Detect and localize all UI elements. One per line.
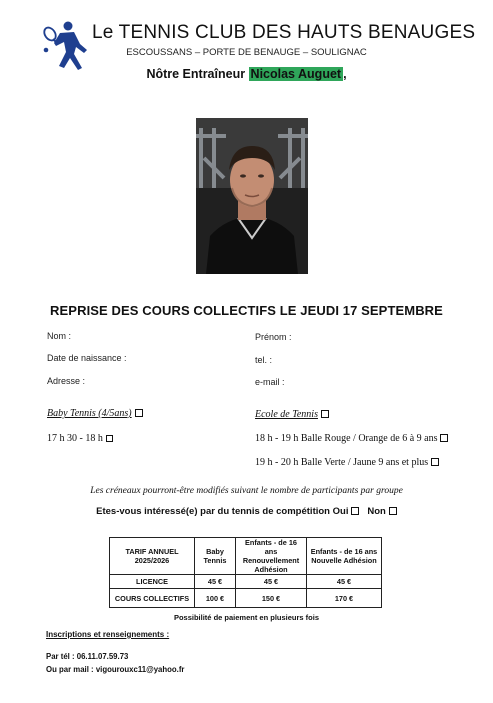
ecole-tennis-checkbox[interactable] (321, 410, 329, 418)
baby-tennis-option[interactable] (47, 408, 143, 419)
coach-name: Nicolas Auguet (250, 67, 342, 81)
non-checkbox[interactable] (389, 507, 397, 515)
ecole-slot1: 18 h - 19 h Balle Rouge / Orange de 6 à 9 ans (255, 433, 448, 444)
tarif-table (109, 537, 382, 608)
inscriptions-title: Inscriptions et renseignements : (46, 630, 170, 639)
coach-prefix: Nôtre Entraîneur (146, 67, 249, 81)
coach-line (0, 67, 493, 81)
table-cell: 100 € (195, 589, 236, 608)
oui-checkbox[interactable] (351, 507, 359, 515)
table-header-cell: Enfants - de 16 ans Renouvellement Adhésion (236, 538, 307, 575)
tennis-player-icon (40, 20, 100, 72)
table-header-cell: Baby Tennis (195, 538, 236, 575)
table-header-row (110, 538, 382, 575)
table-row (110, 589, 382, 608)
groups-note: Les créneaux pourront-être modifiés suivant le nombre de participants par groupe (90, 486, 403, 496)
table-cell: 45 € (195, 575, 236, 589)
table-cell: 45 € (307, 575, 382, 589)
nom-label: Nom : (47, 331, 72, 341)
table-cell: COURS COLLECTIFS (110, 589, 195, 608)
table-cell: 150 € (236, 589, 307, 608)
ecole-tennis-label: Ecole de Tennis (255, 409, 318, 420)
contact-phone: Par tél : 06.11.07.59.73 (46, 652, 129, 661)
competition-question (0, 506, 493, 517)
table-row (110, 575, 382, 589)
ecole-slot2-checkbox[interactable] (431, 458, 439, 466)
email-label: e-mail : (255, 377, 285, 387)
ecole-tennis-option[interactable] (255, 409, 329, 420)
baby-tennis-checkbox[interactable] (135, 409, 143, 417)
table-header-cell: Enfants - de 16 ans Nouvelle Adhésion (307, 538, 382, 575)
table-header-cell: TARIF ANNUEL 2025/2026 (110, 538, 195, 575)
ecole-slot1-checkbox[interactable] (440, 434, 448, 442)
adresse-label: Adresse : (47, 376, 86, 386)
tel-label: tel. : (255, 355, 273, 365)
ecole-slot2: 19 h - 20 h Balle Verte / Jaune 9 ans et plus (255, 457, 439, 468)
club-title: Le TENNIS CLUB DES HAUTS BENAUGES (92, 22, 476, 43)
prenom-label: Prénom : (255, 332, 292, 342)
table-cell: 45 € (236, 575, 307, 589)
oui-label: Oui (332, 506, 349, 517)
table-cell: LICENCE (110, 575, 195, 589)
date-naissance-label: Date de naissance : (47, 353, 127, 363)
coach-suffix: , (343, 67, 347, 81)
non-label: Non (367, 506, 386, 517)
question-text: Etes-vous intéressé(e) par du tennis de compétition (96, 506, 330, 517)
coach-photo (196, 118, 308, 274)
baby-tennis-time: 17 h 30 - 18 h (47, 433, 113, 444)
baby-tennis-label: Baby Tennis (4/5ans) (47, 408, 132, 419)
baby-time-checkbox[interactable] (106, 435, 113, 442)
payment-note: Possibilité de paiement en plusieurs fois (173, 613, 320, 622)
club-subtitle: ESCOUSSANS – PORTE DE BENAUGE – SOULIGNAC (126, 47, 367, 58)
table-cell: 170 € (307, 589, 382, 608)
main-title: REPRISE DES COURS COLLECTIFS LE JEUDI 17 SEPTEMBRE (50, 303, 443, 318)
contact-mail[interactable]: Ou par mail : vigourouxc11@yahoo.fr (46, 665, 185, 674)
